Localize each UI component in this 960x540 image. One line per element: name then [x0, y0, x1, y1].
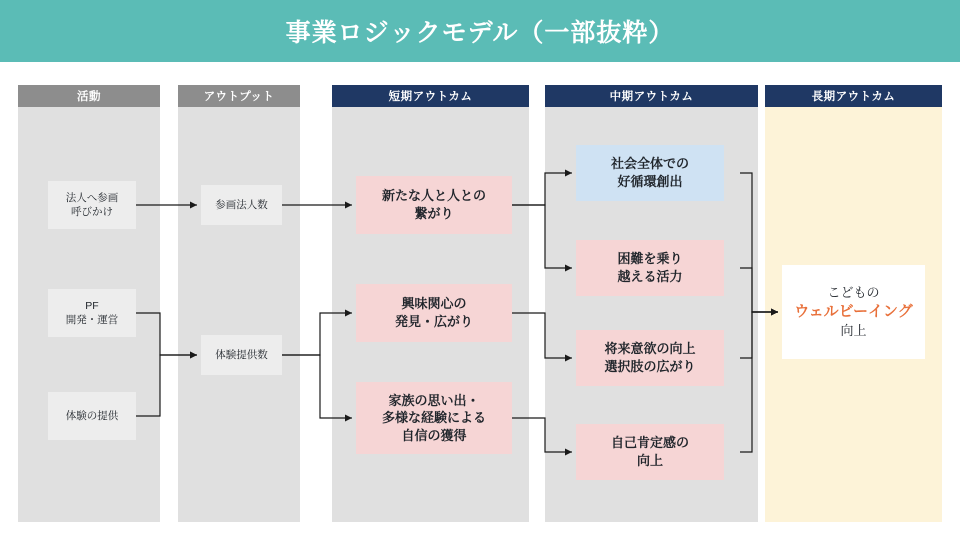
node-short-3[interactable]	[356, 382, 512, 454]
node-line: 法人へ参画	[65, 191, 119, 204]
node-line: 越える活力	[617, 269, 683, 284]
column-header-label: 長期アウトカム	[811, 91, 896, 103]
node-long-1[interactable]	[782, 265, 925, 359]
node-line: 向上	[840, 323, 867, 339]
node-output-1[interactable]	[201, 185, 282, 225]
node-line: 困難を乗り	[617, 251, 683, 267]
node-short-2[interactable]	[356, 284, 512, 342]
node-line: 好循環創出	[617, 174, 683, 189]
column-header-label: 短期アウトカム	[388, 91, 473, 103]
column-header-label: 活動	[77, 91, 101, 103]
node-line: 繋がり	[414, 206, 454, 221]
column-header-output	[178, 85, 300, 107]
title-bar	[0, 0, 960, 62]
node-line: 自信の獲得	[401, 427, 467, 443]
node-mid-4[interactable]	[576, 424, 724, 480]
column-header-label: 中期アウトカム	[609, 91, 694, 103]
node-line: 呼びかけ	[71, 206, 113, 218]
node-activity-1[interactable]	[48, 181, 136, 229]
column-header-activity	[18, 85, 160, 107]
node-short-1[interactable]	[356, 176, 512, 234]
column-header-label: アウトプット	[203, 91, 275, 103]
node-activity-2[interactable]	[48, 289, 136, 337]
node-line: 興味関心の	[401, 296, 467, 312]
column-header-short	[332, 85, 529, 107]
node-line: 発見・広がり	[394, 314, 473, 329]
node-line: 社会全体での	[610, 156, 689, 172]
node-line: 体験の提供	[65, 409, 119, 422]
node-mid-1[interactable]	[576, 145, 724, 201]
column-header-long	[765, 85, 942, 107]
node-line: 向上	[636, 453, 663, 468]
column-body-output	[178, 107, 300, 522]
node-line: 多様な経験による	[381, 410, 486, 426]
node-line: 自己肯定感の	[610, 435, 689, 451]
node-line: 選択肢の広がり	[604, 359, 696, 374]
node-mid-2[interactable]	[576, 240, 724, 296]
node-activity-3[interactable]	[48, 392, 136, 440]
page-title: 事業ロジックモデル（一部抜粋）	[285, 19, 675, 47]
column-header-mid	[545, 85, 758, 107]
node-line: 新たな人と人との	[381, 188, 486, 204]
node-output-2[interactable]	[201, 335, 282, 375]
node-line: PF	[85, 299, 99, 312]
node-mid-3[interactable]	[576, 330, 724, 386]
node-line: こどもの	[827, 285, 880, 301]
node-line: 参画法人数	[215, 198, 268, 211]
node-line: 体験提供数	[215, 348, 268, 361]
node-line: 開発・運営	[65, 314, 119, 326]
node-line: 家族の思い出・	[388, 392, 480, 408]
node-line: 将来意欲の向上	[604, 341, 696, 357]
node-line-accent: ウェルビーイング	[794, 302, 913, 320]
